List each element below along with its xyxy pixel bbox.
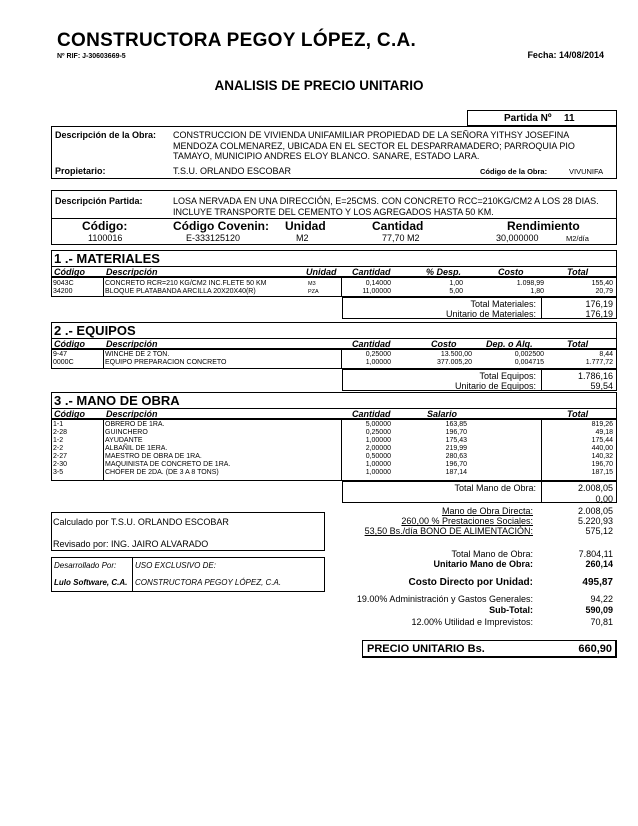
partida-desc-label: Descripción Partida:	[55, 196, 143, 206]
mat-col-costo: Costo	[498, 267, 524, 277]
eq-col-total: Total	[567, 339, 589, 349]
cell-costo: 1,80	[530, 288, 544, 295]
cell-desc: MAESTRO DE OBRA DE 1RA.	[105, 453, 202, 460]
eq-col-cantidad: Cantidad	[352, 339, 391, 349]
mano-section-title: 3 .- MANO DE OBRA	[51, 392, 617, 408]
cell-salario: 187,14	[445, 469, 467, 476]
mo-unit-value: 260,14	[585, 559, 613, 569]
mo-total-value: 2.008,05	[577, 483, 613, 493]
eq-col-codigo: Código	[54, 339, 85, 349]
subtotal-label: Sub-Total:	[489, 605, 533, 615]
software-name: Lulo Software, C.A.	[54, 578, 128, 587]
equipos-totals-box	[342, 369, 617, 391]
propietario-value: T.S.U. ORLANDO ESCOBAR	[173, 166, 292, 176]
mo-prest-value: 5.220,93	[577, 516, 613, 526]
cell-costo: 1.098,99	[516, 280, 544, 287]
cell-total: 440,00	[591, 445, 613, 452]
table-row	[51, 359, 617, 367]
unidad-header: Unidad	[285, 219, 326, 233]
cell-salario: 196,70	[445, 461, 467, 468]
cell-codigo: 9043C	[53, 280, 74, 287]
table-row	[51, 469, 617, 477]
mat-col-desp: % Desp.	[426, 267, 462, 277]
precio-unitario-value: 660,90	[578, 643, 612, 655]
cell-total: 20,79	[595, 288, 613, 295]
cell-desp: 5,00	[449, 288, 463, 295]
cell-cantidad: 1,00000	[365, 359, 391, 366]
company-rif: Nº RIF: J-30603669-5	[57, 53, 126, 60]
cell-cantidad: 0,50000	[365, 453, 391, 460]
table-row	[51, 351, 617, 359]
eq-col-costo: Costo	[431, 339, 457, 349]
cell-total: 175,44	[591, 437, 613, 444]
mo-col-salario: Salario	[427, 409, 458, 419]
cell-codigo: 0000C	[53, 359, 74, 366]
cell-codigo: 2-27	[53, 453, 68, 460]
covenin-header: Código Covenin:	[173, 219, 269, 233]
cell-total: 155,40	[591, 280, 613, 287]
cell-total: 187,15	[591, 469, 613, 476]
cell-codigo: 1-2	[53, 437, 64, 444]
calculado-por: Calculado por T.S.U. ORLANDO ESCOBAR	[53, 517, 229, 527]
cell-costo: 13.500,00	[440, 351, 472, 358]
cell-dep: 0,004715	[514, 359, 544, 366]
eq-unit-label: Unitario de Equipos:	[454, 381, 536, 391]
cantidad-header: Cantidad	[372, 219, 424, 233]
cell-desp: 1,00	[449, 280, 463, 287]
cell-cantidad: 5,00000	[365, 421, 391, 428]
mano-header	[51, 408, 617, 419]
cell-cantidad: 1,00000	[365, 461, 391, 468]
table-row	[51, 461, 617, 469]
cell-total: 140,32	[591, 453, 613, 460]
desarrollado-label: Desarrollado Por:	[54, 561, 117, 570]
mat-col-total: Total	[567, 267, 589, 277]
partida-number: 11	[564, 113, 575, 124]
mano-totals-box	[342, 481, 617, 503]
mo-prest-label: 260,00 % Prestaciones Sociales:	[401, 516, 533, 526]
cell-unidad: M3	[308, 281, 316, 287]
mo-total2-label: Total Mano de Obra:	[451, 549, 533, 559]
partida-label: Partida Nº	[504, 113, 552, 124]
company-name: CONSTRUCTORA PEGOY LÓPEZ, C.A.	[57, 30, 417, 51]
mat-total-label: Total Materiales:	[470, 299, 536, 309]
eq-total-value: 1.786,16	[577, 371, 613, 381]
mo-col-codigo: Código	[54, 409, 85, 419]
table-row	[51, 453, 617, 461]
cell-desc: CONCRETO RCR=210 KG/CM2 INC.FLETE 50 KM	[105, 280, 267, 287]
cell-cantidad: 1,00000	[365, 469, 391, 476]
cell-codigo: 2-2	[53, 445, 64, 452]
mo-unit-label: Unitario Mano de Obra:	[433, 559, 533, 569]
costo-directo-label: Costo Directo por Unidad:	[408, 577, 533, 588]
mo-col-total: Total	[567, 409, 589, 419]
cell-total: 196,70	[591, 461, 613, 468]
codigo-obra-value: VIVUNIFA	[569, 167, 604, 176]
desarrollado-box	[51, 557, 325, 592]
materiales-section-title: 1 .- MATERIALES	[51, 250, 617, 266]
mat-unit-label: Unitario de Materiales:	[445, 309, 536, 319]
cell-cantidad: 0,25000	[365, 429, 391, 436]
cell-total: 819,26	[591, 421, 613, 428]
cell-codigo: 2-30	[53, 461, 68, 468]
cantidad-value: 77,70 M2	[382, 233, 420, 243]
cell-costo: 377.005,20	[436, 359, 472, 366]
precio-unitario-label: PRECIO UNITARIO Bs.	[367, 643, 485, 655]
partida-box	[467, 110, 617, 126]
utilidad-label: 12.00% Utilidad e Imprevistos:	[411, 617, 533, 627]
cell-cantidad: 11,00000	[362, 288, 391, 295]
rendimiento-unit: M2/día	[566, 234, 589, 243]
mo-directa-value: 2.008,05	[577, 506, 613, 516]
cell-total: 1.777,72	[585, 359, 613, 366]
cell-salario: 196,70	[445, 429, 467, 436]
cell-salario: 219,99	[445, 445, 467, 452]
subtotal-value: 590,09	[585, 605, 613, 615]
costo-directo-value: 495,87	[582, 577, 613, 588]
cell-cantidad: 1,00000	[365, 437, 391, 444]
cell-desc: CHOFER DE 2DA. (DE 3 A 8 TONS)	[105, 469, 219, 476]
admin-value: 94,22	[590, 594, 613, 604]
cell-cantidad: 0,25000	[365, 351, 391, 358]
precio-unitario-box	[362, 640, 617, 658]
mo-directa-label: Mano de Obra Directa:	[441, 506, 533, 516]
document-title: ANALISIS DE PRECIO UNITARIO	[214, 78, 424, 93]
uso-exclusivo-label: USO EXCLUSIVO DE:	[135, 561, 216, 570]
obra-label: Descripción de la Obra:	[55, 130, 157, 140]
mo-total-label: Total Mano de Obra:	[454, 483, 536, 493]
cell-total: 49,18	[595, 429, 613, 436]
empresa-name: CONSTRUCTORA PEGOY LÓPEZ, C.A.	[135, 578, 282, 587]
cell-desc: MAQUINISTA DE CONCRETO DE 1RA.	[105, 461, 231, 468]
partida-description: LOSA NERVADA EN UNA DIRECCIÓN, E=25CMS. CON CONCRETO RCC=210KG/CM2 A LOS 28 DIAS. INCLUYE TRANSPORTE DEL CEMENTO Y LOS AGREGADOS HASTA 50 KM.	[173, 196, 599, 217]
rendimiento-value: 30,000000	[496, 233, 539, 243]
cell-desc: BLOQUE PLATABANDA ARCILLA 20X20X40(R)	[105, 288, 256, 295]
cell-desc: WINCHE DE 2 TON.	[105, 351, 170, 358]
table-row	[51, 421, 617, 429]
rendimiento-header: Rendimiento	[507, 219, 580, 233]
mat-total-value: 176,19	[585, 299, 613, 309]
cell-cantidad: 2,00000	[365, 445, 391, 452]
equipos-header	[51, 338, 617, 349]
cell-cantidad: 0,14000	[365, 280, 391, 287]
cell-codigo: 1-1	[53, 421, 64, 428]
codigo-obra-label: Código de la Obra:	[480, 167, 548, 176]
cell-codigo: 2-28	[53, 429, 68, 436]
codigo-value: 1100016	[88, 233, 123, 243]
eq-col-dep: Dep. o Alq.	[486, 339, 533, 349]
eq-col-desc: Descripción	[106, 339, 158, 349]
report-date: Fecha: 14/08/2014	[527, 50, 604, 60]
admin-label: 19.00% Administración y Gastos Generales:	[356, 594, 533, 604]
mo-col-cantidad: Cantidad	[352, 409, 391, 419]
codigo-header: Código:	[82, 219, 128, 233]
eq-total-label: Total Equipos:	[479, 371, 536, 381]
mo-total2-value: 7.804,11	[578, 549, 613, 559]
calculado-box	[51, 512, 325, 551]
obra-description: CONSTRUCCION DE VIVIENDA UNIFAMILIAR PROPIEDAD DE LA SEÑORA YITHSY JOSEFINA MENDOZA COLMENAREZ, UBICADA EN EL SECTOR EL DESPARRAMADERO; PARROQUIA PIO TAMAYO, MUNICIPIO ANDRES ELOY BLANCO. SANARE, ESTADO LARA.	[173, 130, 575, 161]
covenin-value: E-333125120	[186, 233, 241, 243]
mo-bono-value: 575,12	[585, 526, 613, 536]
cell-desc: OBRERO DE 1RA.	[105, 421, 165, 428]
cell-dep: 0,002500	[514, 351, 544, 358]
cell-unidad: PZA	[308, 289, 319, 295]
utilidad-value: 70,81	[590, 617, 613, 627]
cell-codigo: 9-47	[53, 351, 68, 358]
obra-box	[51, 126, 617, 179]
materiales-header	[51, 266, 617, 277]
cell-desc: GUINCHERO	[105, 429, 148, 436]
equipos-section-title: 2 .- EQUIPOS	[51, 322, 617, 338]
cell-salario: 280,63	[445, 453, 467, 460]
cell-codigo: 34200	[53, 288, 73, 295]
partida-desc-box	[51, 190, 617, 245]
eq-unit-value: 59,54	[590, 381, 613, 391]
cell-total: 8,44	[599, 351, 613, 358]
cell-desc: EQUIPO PREPARACION CONCRETO	[105, 359, 227, 366]
table-row	[51, 437, 617, 445]
mat-col-desc: Descripción	[106, 267, 158, 277]
cell-salario: 163,85	[445, 421, 467, 428]
unidad-value: M2	[296, 233, 309, 243]
table-row	[51, 429, 617, 437]
mat-col-cantidad: Cantidad	[352, 267, 391, 277]
propietario-label: Propietario:	[55, 166, 106, 176]
mat-unit-value: 176,19	[585, 309, 613, 319]
materiales-totals-box	[342, 297, 617, 319]
table-row	[51, 288, 617, 296]
mo-bono-label: 53,50 Bs./día BONO DE ALIMENTACIÓN:	[364, 526, 533, 536]
table-row	[51, 280, 617, 288]
table-row	[51, 445, 617, 453]
mat-col-unidad: Unidad	[306, 267, 337, 277]
cell-codigo: 3-5	[53, 469, 64, 476]
cell-desc: ALBAÑIL DE 1ERA.	[105, 445, 168, 452]
mo-col-desc: Descripción	[106, 409, 158, 419]
mat-col-codigo: Código	[54, 267, 85, 277]
revisado-por: Revisado por: ING. JAIRO ALVARADO	[53, 539, 209, 549]
cell-salario: 175,43	[445, 437, 467, 444]
cell-desc: AYUDANTE	[105, 437, 143, 444]
mo-extra-value: 0,00	[595, 494, 613, 504]
